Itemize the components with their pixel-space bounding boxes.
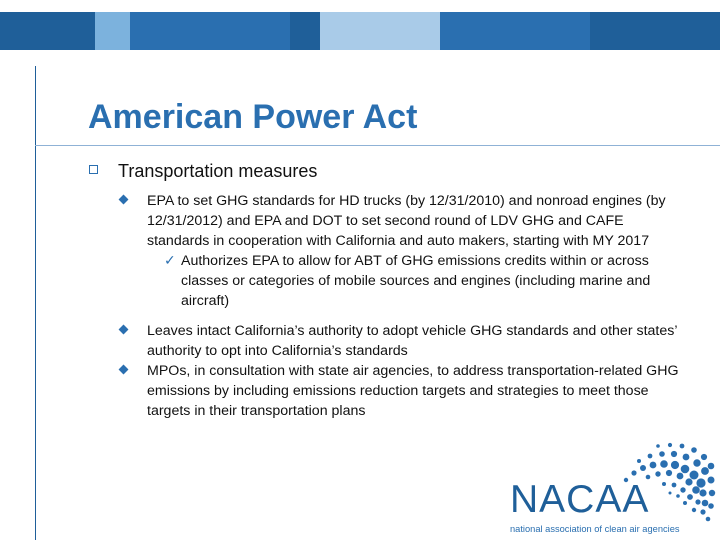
diamond-bullet-icon bbox=[119, 365, 129, 375]
sub-list-item bbox=[88, 251, 688, 311]
header-block bbox=[290, 12, 320, 50]
checkmark-icon: ✓ bbox=[164, 253, 176, 269]
logo-name: NACAA bbox=[510, 478, 650, 521]
diamond-bullet-icon bbox=[119, 195, 129, 205]
header-block bbox=[130, 12, 290, 50]
list-item bbox=[88, 321, 688, 361]
logo-tagline: national association of clean air agencies bbox=[510, 524, 680, 534]
diamond-bullet-icon bbox=[119, 325, 129, 335]
bullet-list bbox=[88, 191, 688, 421]
list-item bbox=[88, 191, 688, 251]
bullet-text: Leaves intact California’s authority to adopt vehicle GHG standards and other states’ authority to opt into California’s standards bbox=[147, 323, 677, 359]
title-divider bbox=[35, 145, 720, 146]
header-color-blocks bbox=[0, 0, 720, 50]
slide-body bbox=[88, 160, 688, 421]
header-block bbox=[590, 12, 720, 50]
nacaa-logo bbox=[508, 440, 718, 535]
square-bullet-icon bbox=[89, 165, 98, 174]
header-block bbox=[95, 12, 130, 50]
slide-title: American Power Act bbox=[88, 98, 418, 136]
section-bullet bbox=[88, 160, 688, 182]
header-block bbox=[0, 12, 95, 50]
bullet-text: MPOs, in consultation with state air agencies, to address transportation-related GHG emissions by including emissions reduction targets and strategies to meet those targets in their transportation plans bbox=[147, 363, 679, 419]
header-block bbox=[320, 12, 440, 50]
bullet-text: EPA to set GHG standards for HD trucks (by 12/31/2010) and nonroad engines (by 12/31/2012) and EPA and DOT to set second round of LDV GHG and CAFE standards in cooperation with California and auto makers, starting with MY 2017 bbox=[147, 193, 666, 249]
header-block bbox=[440, 12, 590, 50]
list-item bbox=[88, 361, 688, 421]
section-heading: Transportation measures bbox=[118, 161, 318, 181]
left-vertical-rule bbox=[35, 66, 36, 540]
sub-bullet-text: Authorizes EPA to allow for ABT of GHG emissions credits within or across classes or categories of mobile sources and engines (including marine and aircraft) bbox=[181, 253, 651, 309]
